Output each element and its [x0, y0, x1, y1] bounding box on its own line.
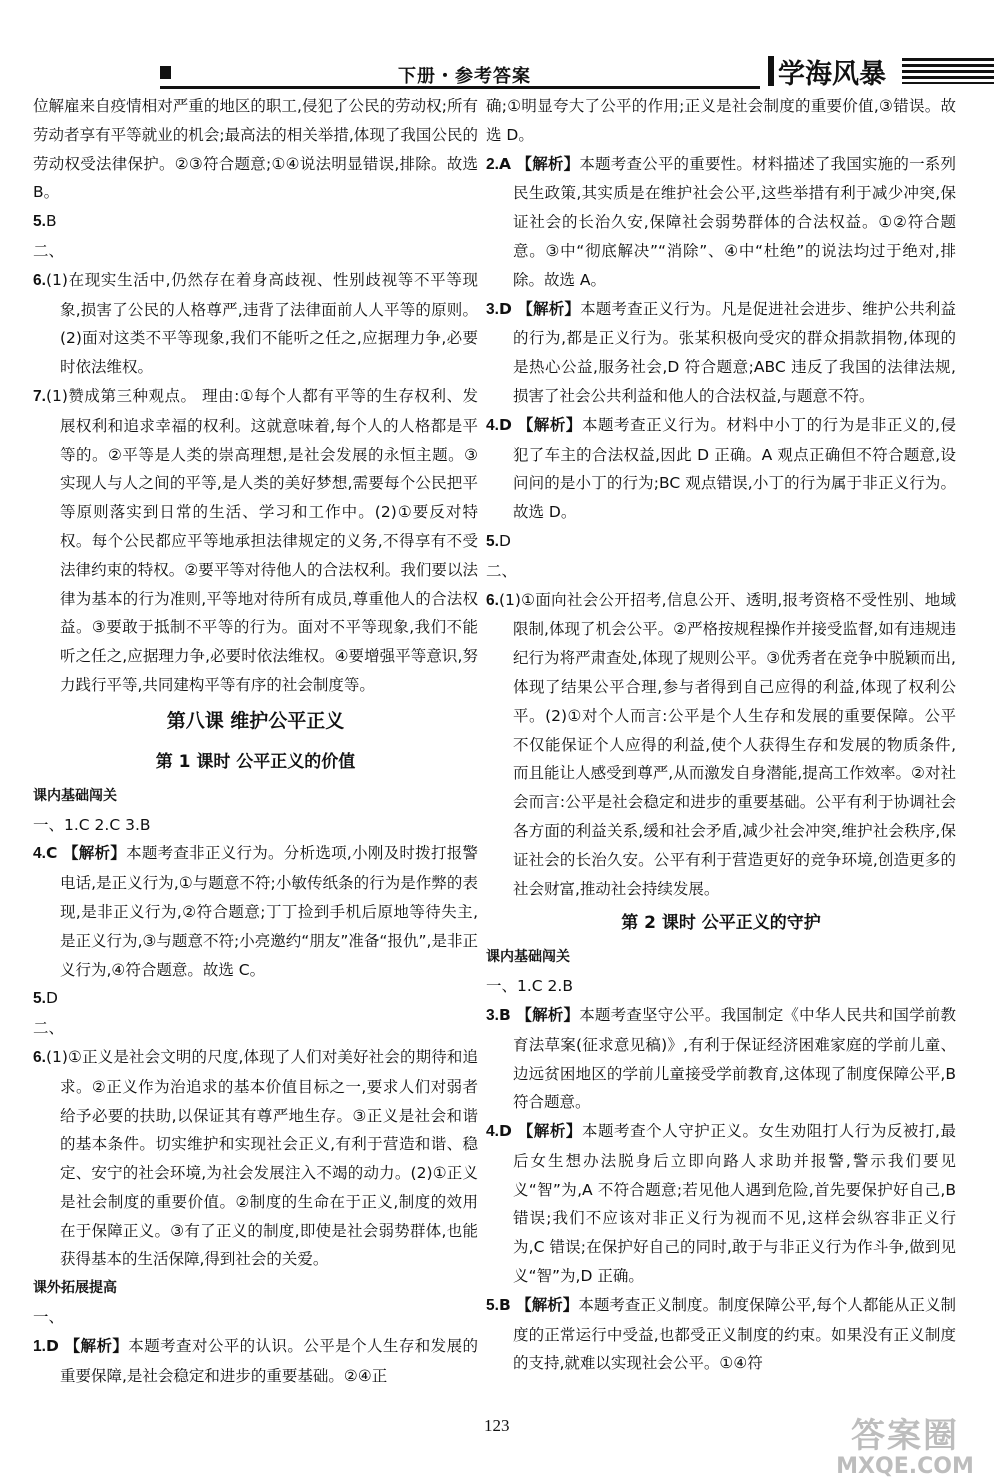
answer-tag: D 【解析】: [498, 415, 582, 434]
answer-tag: D 【解析】: [45, 1336, 129, 1355]
period-heading: 第 1 课时 公平正义的价值: [155, 751, 356, 772]
brand-logo: 学海风暴: [778, 59, 886, 90]
plain-line: 一、1.C 2.C 3.B: [33, 815, 151, 834]
continued-text: 位解雇来自疫情相对严重的地区的职工,侵犯了公民的劳动权;所有劳动者享有平等就业的机会;最高法的相关举措,体现了我国公民的劳动权受法律保护。②③符合题意;①④说法明显错误,排除。故选 B。: [33, 97, 478, 202]
answer-item: [486, 1117, 956, 1291]
item-text: 本题考查公平的重要性。材料描述了我国实施的一系列民生政策,其实质是在维护社会公平,这些举措有利于减少冲突,保证社会的长治久安,保障社会弱势群体的合法权益。①②符合题意。③中“彻底解决”“消除”、④中“杜绝”的说法均过于绝对,排除。故选 A。: [513, 154, 956, 289]
item-number: 4.: [33, 845, 46, 863]
answer-item: [33, 984, 478, 1014]
item-text: 本题考查个人守护正义。女生劝阻打人行为反被打,最后女生想办法脱身后立即向路人求助并报警,警示我们要见义“智”为,A 不符合题意;若见他人遇到危险,首先要保护好自己,B 错误;我们不应该对非正义行为视而不见,这样会纵容非正义行为,C 错误;在保护好自己的同时,敢于与非正义行为作斗争,做到见义“智”为,D 正确。: [513, 1122, 956, 1286]
answer-item: [486, 150, 956, 295]
item-number: 4.: [486, 1123, 499, 1141]
section-heading: 课外拓展提高: [33, 1280, 117, 1297]
page-header: [0, 0, 1000, 95]
plain-line: 二、: [486, 561, 518, 580]
item-number: 6.: [33, 271, 46, 289]
item-text: 本题考查坚守公平。我国制定《中华人民共和国学前教育法草案(征求意见稿)》,有利于保证经济困难家庭的学前儿童、边远贫困地区的学前儿童接受学前教育,这体现了制度保障公平,B 符合题意。: [513, 1005, 956, 1112]
answer-item: [33, 382, 478, 700]
item-number: 5.: [33, 990, 46, 1008]
item-number: 2.: [486, 155, 499, 173]
item-number: 3.: [486, 300, 499, 318]
item-number: 6.: [33, 1048, 46, 1066]
watermark-text-cn: 答案圈: [851, 1416, 959, 1456]
lesson-heading: 第八课 维护公平正义: [166, 709, 345, 732]
item-text: 本题考查正义制度。制度保障公平,每个人都能从正义制度的正常运行中受益,也都受正义制度的约束。如果没有正义制度的支持,就难以实现社会公平。①④符: [513, 1295, 956, 1373]
period-heading: 第 2 课时 公平正义的守护: [621, 913, 821, 934]
item-number: 6.: [486, 591, 499, 609]
answer-item: [486, 295, 956, 411]
answer-item: [486, 527, 956, 557]
item-text: (1)①面向社会公开招考,信息公开、透明,报考资格不受性别、地域限制,体现了机会公平。②严格按规程操作并接受监督,如有违规违纪行为将严肃查处,体现了规则公平。③优秀者在竞争中脱颖而出,体现了结果公平合理,参与者得到自己应得的利益,体现了权利公平。(2)①对个人而言:公平是个人生存和发展的重要保障。公平不仅能保证个人应得的利益,使个人获得生存和发展的物质条件,而且能让人感受到尊严,从而激发自身潜能,提高工作效率。②对社会而言:公平是社会稳定和进步的重要基础。公平有利于协调社会各方面的利益关系,缓和社会矛盾,减少社会冲突,维护社会秩序,保证社会的长治久安。公平有利于营造更好的竞争环境,创造更多的社会财富,推动社会持续发展。: [498, 590, 956, 898]
item-number: 3.: [486, 1006, 499, 1024]
answer-item: [33, 207, 478, 237]
answer-tag: D 【解析】: [498, 299, 581, 318]
item-text: 本题考查对公平的认识。公平是个人生存和发展的重要保障,是社会稳定和进步的重要基础。②④正: [60, 1336, 478, 1385]
answer-item: [33, 839, 478, 984]
answer-tag: A 【解析】: [498, 154, 580, 173]
item-text: 本题考查非正义行为。分析选项,小刚及时拨打报警电话,是正义行为,①与题意不符;小敏传纸条的行为是作弊的表现,是非正义行为,②符合题意;丁丁捡到手机后原地等待失主,是正义行为,③与题意不符;小亮邀约“朋友”准备“报仇”,是非正义行为,④符合题意。故选 C。: [60, 844, 478, 979]
answer-item: [486, 1291, 956, 1378]
item-number: 4.: [486, 416, 499, 434]
answer-tag: D 【解析】: [498, 1122, 582, 1141]
answer-item: [33, 1332, 478, 1391]
answer-tag: C 【解析】: [45, 844, 127, 863]
section-heading: 课内基础闯关: [33, 787, 117, 804]
item-text: 本题考查正义行为。材料中小丁的行为是非正义的,侵犯了车主的合法权益,因此 D 正确。A 观点正确但不符合题意,设问问的是小丁的行为;BC 观点错误,小丁的行为属于非正义行为。故选 D。: [513, 415, 956, 522]
plain-line: 二、: [33, 241, 65, 260]
page-number: 123: [484, 1416, 510, 1435]
plain-line: 一、: [33, 1308, 65, 1327]
header-title: 下册・参考答案: [398, 66, 531, 87]
plain-line: 二、: [33, 1019, 65, 1038]
item-number: 5.: [33, 213, 46, 231]
continued-text: 确;①明显夸大了公平的作用;正义是社会制度的重要价值,③错误。故选 D。: [486, 97, 956, 144]
item-text: B: [45, 212, 57, 231]
header-bars-mark: [768, 56, 774, 86]
item-number: 1.: [33, 1337, 46, 1355]
item-text: (1)①正义是社会文明的尺度,体现了人们对美好社会的期待和追求。②正义作为治追求的基本价值目标之一,要求人们对弱者给予必要的扶助,以保证其有尊严地生存。③正义是社会和谐的基本条件。切实维护和实现社会正义,有利于营造和谐、稳定、安宁的社会环境,为社会发展注入不竭的动力。(2)①正义是社会制度的重要价值。②制度的生命在于正义,制度的效用在于保障正义。③有了正义的制度,即使是社会弱势群体,也能获得基本的生活保障,得到社会的关爱。: [45, 1047, 478, 1269]
answer-item: [33, 1043, 478, 1274]
item-text: D: [45, 989, 58, 1008]
header-stripes-decoration: [902, 58, 994, 84]
right-column: [486, 92, 956, 1378]
answer-item: [33, 266, 478, 382]
item-number: 7.: [33, 387, 46, 405]
item-text: D: [498, 531, 511, 550]
plain-line: 一、1.C 2.B: [486, 977, 573, 996]
answer-tag: B 【解析】: [498, 1295, 579, 1314]
answer-item: [486, 1001, 956, 1117]
item-number: 5.: [486, 1296, 499, 1314]
watermark-text-url: MXQE.COM: [836, 1454, 974, 1479]
answer-item: [486, 586, 956, 904]
left-column: [33, 92, 478, 1390]
watermark-logo: [820, 1418, 990, 1480]
item-text: 本题考查正义行为。凡是促进社会进步、维护公共利益的行为,都是正义行为。张某积极向受灾的群众捐款捐物,体现的是热心公益,服务社会,D 符合题意;ABC 违反了我国的法律法规,损害了社会公共利益和他人的合法权益,与题意不符。: [513, 299, 956, 405]
item-text: (1)在现实生活中,仍然存在着身高歧视、性别歧视等不平等现象,损害了公民的人格尊严,违背了法律面前人人平等的原则。(2)面对这类不平等现象,我们不能听之任之,应据理力争,必要时依法维权。: [45, 270, 478, 377]
item-text: (1)赞成第三种观点。 理由:①每个人都有平等的生存权利、发展权利和追求幸福的权利。这就意味着,每个人的人格都是平等的。②平等是人类的崇高理想,是社会发展的永恒主题。③实现人与人之间的平等,是人类的美好梦想,需要每个公民把平等原则落实到日常的生活、学习和工作中。(2)①要反对特权。每个公民都应平等地承担法律规定的义务,不得享有不受法律约束的特权。②要平等对待他人的合法权利。我们要以法律为基本的行为准则,平等地对待所有成员,尊重他人的合法权益。③要敢于抵制不平等的行为。面对不平等现象,我们不能听之任之,应据理力争,必要时依法维权。④要增强平等意识,努力践行平等,共同建构平等有序的社会制度等。: [45, 386, 478, 694]
header-square-mark: [160, 66, 171, 79]
section-heading: 课内基础闯关: [486, 949, 570, 966]
answer-item: [486, 411, 956, 527]
item-number: 5.: [486, 532, 499, 550]
answer-tag: B 【解析】: [498, 1005, 580, 1024]
